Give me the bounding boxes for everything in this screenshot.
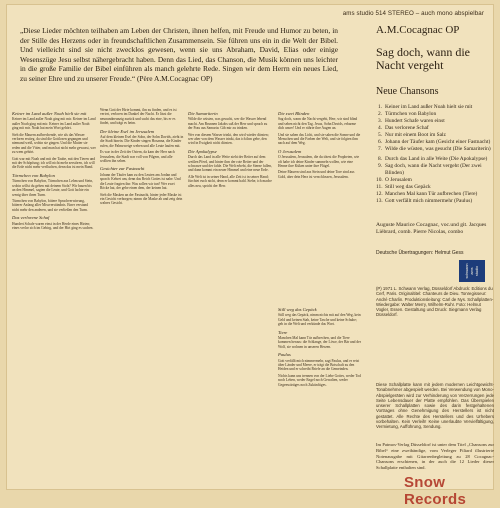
track-item: 4. Das verlorene Schaf — [377, 125, 429, 131]
song-lyrics: Manchen Mal kann Tür aufbrechen, und die Tiere kommen heraus: die Schlange, der Löwe, der Bär und der Wolf, sie wohnen in unseren Herzen. — [278, 336, 361, 349]
translation-credit: Deutsche Übertragungen: Helmut Gess — [376, 250, 464, 256]
album-subtitle: Neue Chansons — [376, 86, 439, 97]
song-heading: Die Samariterin — [188, 111, 218, 116]
song-lyrics: Wenn Gott der Hirte kommt, ihn zu finden, und es ist verirrt, verloren im Dunkel der Nacht. Er lässt die neunundneunzig zurück und sucht das eine, bis er es findet, und trägt es heim. — [100, 108, 177, 126]
lyrics-column-1 — [12, 108, 96, 488]
song-heading: Die Apokalypse — [188, 148, 217, 154]
track-list — [376, 104, 500, 205]
track-item: 12. Manchen Mal kann Tür aufbrechen (Tiere) — [376, 191, 478, 197]
song-heading: Still weg das Gepäck — [278, 307, 317, 312]
performers: Auguste Maurice Cocagnac, voc.und git. Jacques Lièbrard, comb. Pierre Nicolas, combo — [376, 222, 487, 235]
song-heading: Keiner im Land außer Noah hielt sie mit — [12, 111, 87, 116]
lyrics-column-3 — [188, 108, 272, 488]
song-lyrics: Nichts kann uns trennen von der Liebe Gottes, weder Tod noch Leben, weder Engel noch Gewalten, weder Gegenwärtiges noch Zukünftiges. — [278, 373, 361, 387]
song-lyrics: Durch das Land in alle Weite zieht der Reiter auf dem weißen Pferd, und hinter ihm der rote Reiter und der schwarze und der fahle. Die Welt erbebt, die Sterne fallen, und dann kommt ein neuer Himmel und eine neue Erde. — [188, 155, 272, 173]
song-heading: Tiere — [278, 329, 288, 335]
track-item: 5. Nur mit einem Boot im Salz — [377, 132, 446, 138]
track-item: 3. Hundert Schafe waren einst — [377, 118, 445, 124]
song-lyrics: Auf dem kleinen Esel der Sohn, der Sohn Davids, zieht in die Stadt hinein. Die Kinder singen Hosanna, die Kinder rufen, die Palmzweige wehen und alle Leute laufen mit. — [100, 135, 184, 148]
lyrics-column-5 — [278, 304, 362, 488]
song-lyrics: Johann der Täufer kam zu den Leuten am Jordan und sprach: Kehret um, denn das Reich Gottes ist nahe. Und die Leute fragten ihn: Was sollen wir tun? Wer zwei Röcke hat, der gebe einen dem, der keinen hat. — [100, 172, 181, 191]
song-lyrics: Deine Mauern sind aus Stein und deine Tore sind aus Gold, aber dein Herz ist verschlossen, Jerusalem. — [278, 170, 355, 179]
song-lyrics: Keiner im Land außer Noah ging mit mir. Keiner im Land außer Noah ging mit mir. Keiner im Land außer Noah ging mit mir. Noah hat mein Wort gehört. — [12, 117, 96, 131]
schwann-logo: schwann ams studio — [459, 260, 485, 282]
intro-quote: „Diese Lieder möchten teilhaben am Leben der Christen, ihnen helfen, mit Freude und Humor zu beten, in der Stille des Herzens oder in freundschaftlichen Zusammensein. Sie führen uns ein in die Welt der Bibel. Und vielleicht sind sie nicht zwecklos gewesen, wenn sie uns Abraham, David, Elias oder einige Wesenszüge Jesu selbst nähergebracht haben. Denn das Lied, das Chanson, die Musik können uns leichter in die große Familie der Bibel einführen als manch gelehrte Rede. Singen wir dem Herrn ein neues Lied, zu seiner Ehre und zu unserer Freude.“ (Père A.M.Cocagnac OP) — [20, 26, 338, 83]
song-lyrics: O Jerusalem, Jerusalem, die du tötest die Propheten, wie oft habe ich deine Kinder sammeln wollen, wie eine Henne ihre Küken unter ihre Flügel. — [278, 155, 360, 169]
track-item: 10. O Jerusalem — [376, 177, 412, 183]
watermark: Snow Records — [404, 474, 467, 508]
song-lyrics: Hundert Schafe waren einst in der Herde eines Hirten; eines verlor sich im Gebirg, und der Hirt ging es suchen. — [12, 221, 94, 230]
song-lyrics: Wilde die wüsten, was gesucht, wer die Wasser lebend macht. Am Brunnen Jakobs saß der Herr und sprach zu der Frau aus Samaria: Gib mir zu trinken. — [188, 117, 268, 131]
track-item: 8. Durch das Land in alle Weite (Die Apokalypse) — [377, 156, 488, 162]
album-title: Sag doch, wann die Nacht vergeht — [376, 45, 470, 72]
song-heading: Paulus — [278, 352, 291, 358]
song-heading: Die zwei Blinden — [278, 111, 310, 116]
song-lyrics: Sag doch, wann die Nacht vergeht, Herr, wir sind blind und sehen nicht den Tag. Jesus, Sohn Davids, erbarme dich unser! Und er rührte ihre Augen an. — [278, 117, 358, 131]
song-lyrics: Türmchen von Babylon, Türmchen aus Lehm und Stein, wohin willst du gehen mit deinem Stolz? Wir bauen bis an den Himmel, sagten die Leute, und Gott lachte ein wenig über ihren Turm. — [12, 179, 94, 197]
song-heading: Türmchen von Babylon — [12, 172, 55, 178]
track-item: 7. Wilde die wüsten, was gesucht (Die Samariterin) — [377, 146, 491, 152]
song-heading: Gesichter zur Fastnacht — [100, 166, 145, 172]
author-name: A.M.Cocagnac OP — [376, 24, 460, 36]
song-lyrics: Gott verfällt mich nimmermehr, sagt Paulus, und er reist über Länder und Meere, er trägt die Botschaft zu den Heiden und er schreibt Briefe an die Gemeinden. — [278, 358, 360, 372]
song-lyrics: Sieh die Masken an der Fastnacht, hinter jeder Maske ist ein Gesicht verborgen; nimm die Maske ab und zeig dein wahres Gesicht. — [100, 192, 183, 206]
song-heading: Das verlorene Schaf — [12, 215, 50, 221]
spacer — [368, 168, 369, 169]
album-back-cover — [6, 4, 494, 508]
song-lyrics: Es war in der Zeit der Ostern, da kam der Herr nach Jerusalem, die Stadt war voll von Pilgern, und alle wollten ihn sehen. — [100, 150, 175, 164]
production-credits: (P) 1971 L. Schwann Verlag, Düsseldorf Abdruck: Editions du Cerf, Paris. Originaltitel: Chanteurs de Dieu. Tonregisseur: André Charlin. Produktionsleitung: Carl de Nys. Schallplatten-Wiedergabe: Walter Merry, Wilhelm-Ruhr. Foto: Helmut Vogler, Essen. Gestaltung und Druck: Siegmann Verlag Düsseldorf. — [376, 286, 494, 318]
catalog-line: ams studio 514 STEREO – auch mono abspielbar — [342, 10, 484, 17]
publisher-note: Im Patmos-Verlag Düsseldorf ist unter dem Titel „Chansons zur Bibel“ eine zweibändige, vom Verleger Filiard illustrierte Notenausgabe mit Gitarrenbegleitung zu 28 Cocagnac-Chansons erschienen, in der auch die 12 Lieder dieser Schallplatte enthalten sind. — [376, 442, 494, 471]
track-item: 11. Still weg das Gepäck — [376, 184, 431, 190]
song-lyrics: Türmchen von Babylon, bittere Sprachverwirrung, bitterer Anfang aller Missverständnis. Einer verstand nicht mehr den anderen, und sie verließen den Turm. — [12, 198, 89, 212]
track-item: 9. Sag doch, wann die Nacht vergeht (Der zwei Blinden) — [377, 163, 482, 176]
song-lyrics: Gott war mit Noah und mit der Taube, mit den Tieren und mit der Schöpfung; ich will nicht mehr zerstören, ich will die Erde nicht mehr verfluchen, denn das ist mein Bund. — [12, 156, 96, 170]
lyrics-column-2 — [100, 108, 184, 488]
track-item: 2. Türmchen von Babylon — [377, 111, 437, 117]
song-lyrics: Und sie sahen das Licht, und sie sahen die Sonne und die Menschen und die Farben der Welt, und sie folgten ihm nach auf dem Weg. — [278, 132, 361, 146]
track-item: 13. Gott verfällt mich nimmermehr (Paulus) — [376, 198, 473, 204]
song-lyrics: Still weg das Gepäck, nimm nichts mit auf den Weg, kein Geld und keinen Stab, keine Tasche und keine Schuhe; geh in die Welt und verkünde das Wort. — [278, 313, 361, 327]
song-lyrics: Wer von diesem Wasser trinkt, den wird wieder dürsten; wer aber von dem Wasser trinkt, das ich ihm gebe, den wird in Ewigkeit nicht dürsten. — [188, 132, 269, 146]
song-lyrics: Alle Welt ist in seiner Hand, alle Zeit ist in seiner Hand; fürchtet euch nicht, denn er kommt bald. Siehe, ich mache alles neu, spricht der Herr. — [188, 174, 272, 188]
track-item: 1. Keiner im Land außer Noah hielt sie mit — [377, 104, 473, 110]
song-lyrics: Sieh die Mauern aufbrechende, wie als das Wasser verloren erstieg, da sind die Gottlosen gegangen und niemand weiß, wohin sie gingen. Und die Mutter sie reden und die Väter, und man hat nicht mehr gewusst, wer zu wem gehört. — [12, 132, 96, 155]
track-item: 6. Johann der Täufer kam (Gesicht einer Fastnacht) — [377, 139, 491, 145]
song-heading: Der kleine Esel im Jerusalem — [100, 128, 155, 134]
playback-notice: Diese Schallplatte kann mit jedem modernen Leichtgewicht-Tonabnehmer abgespielt werden. Bei Verwendung von Mono-Abspielgeräten wird zur Verhinderung von Verzerrungen jede Seite Lebensdauer der Platte empfohlen. Das Überspielen unserer Schallplatten sowie des darin festgehaltenen Vortrages ohne Genehmigung des Herstellers ist nicht gestattet. Alle Rechte des Herstellers und des Urhebers vorbehalten. Kein Verleih! Keine unerlaubte Vervielfältigung, Vermietung, Aufführung, Sendung. — [376, 382, 494, 430]
song-heading: O Jerusalem — [278, 148, 302, 154]
